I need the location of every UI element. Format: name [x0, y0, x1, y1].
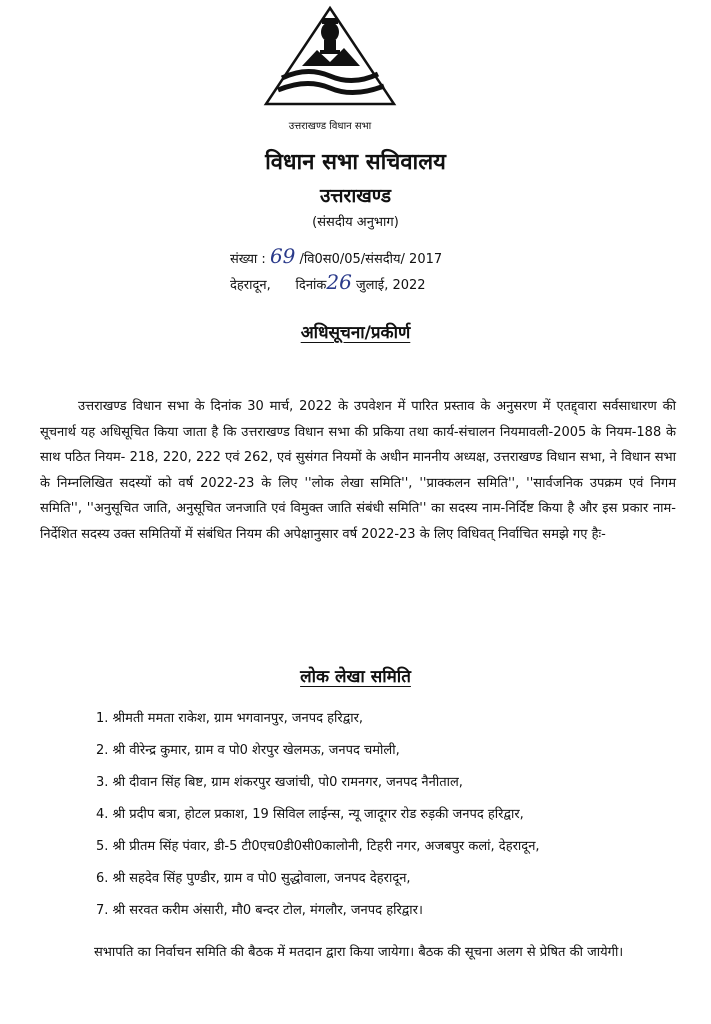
- date-day-handwritten: 26: [326, 270, 352, 294]
- ref-number-handwritten: 69: [269, 244, 296, 268]
- member-item: 6. श्री सहदेव सिंह पुण्डीर, ग्राम व पो0 सुद्धोवाला, जनपद देहरादून,: [96, 871, 411, 886]
- section-title: (संसदीय अनुभाग): [312, 215, 399, 230]
- member-list: [96, 708, 696, 932]
- member-item: 7. श्री सरवत करीम अंसारी, मौ0 बन्दर टोल, मंगलौर, जनपद हरिद्वार।: [96, 903, 423, 918]
- date-rest: जुलाई, 2022: [355, 278, 426, 293]
- committee-title: लोक लेखा समिति: [300, 667, 411, 687]
- reference-number-line: [230, 244, 442, 268]
- ref-label: संख्या :: [230, 252, 266, 267]
- committee-heading: [0, 664, 711, 687]
- member-item: 2. श्री वीरेन्द्र कुमार, ग्राम व पो0 शेरपुर खेलमऊ, जनपद चमोली,: [96, 743, 400, 758]
- ref-suffix: /वि0स0/05/संसदीय/ 2017: [299, 252, 443, 267]
- body-paragraph: उत्तराखण्ड विधान सभा के दिनांक 30 मार्च, 2022 के उपवेशन में पारित प्रस्ताव के अनुसरण में एतद्द्वारा सर्वसाधारण की सूचनार्थ यह अधिसूचित किया जाता है कि उत्तराखण्ड विधान सभा की प्रकिया तथा कार्य-संचालन नियमावली-2005 के नियम-188 के साथ पठित नियम- 218, 220, 222 एवं 262, एवं सुसंगत नियमों के अधीन माननीय अध्यक्ष, उत्तराखण्ड विधान सभा, ने विधान सभा के निम्नलिखित सदस्यों को वर्ष 2022-23 के लिए ''लोक लेखा समिति'', ''प्राक्कलन समिति'', ''सार्वजनिक उपक्रम एवं निगम समिति'', ''अनुसूचित जाति, अनुसूचित जनजाति एवं विमुक्त जाति संबंधी समिति'' का सदस्य नाम-निर्दिष्ट किया है और इस प्रकार नाम-निर्देशित सदस्य उक्त समितियों में संबंधित नियम की अपेक्षानुसार वर्ष 2022-23 के लिए विधिवत् निर्वाचित समझे गए हैः-: [40, 399, 676, 542]
- office-title: विधान सभा सचिवालय: [265, 150, 446, 175]
- state-title: उत्तराखण्ड: [320, 185, 391, 207]
- vidhan-sabha-emblem-icon: [262, 4, 398, 122]
- place: देहरादून,: [230, 278, 271, 293]
- closing-note: सभापति का निर्वाचन समिति की बैठक में मतदान द्वारा किया जायेगा। बैठक की सूचना अलग से प्रेषित की जायेगी।: [94, 945, 624, 960]
- member-item: 3. श्री दीवान सिंह बिष्ट, ग्राम शंकरपुर खजांची, पो0 रामनगर, जनपद नैनीताल,: [96, 775, 463, 790]
- date-line: [230, 270, 426, 294]
- date-label: दिनांक: [295, 278, 327, 293]
- member-item: 1. श्रीमती ममता राकेश, ग्राम भगवानपुर, जनपद हरिद्वार,: [96, 711, 364, 726]
- subject-text: अधिसूचना/प्रकीर्ण: [300, 323, 411, 343]
- emblem-caption: उत्तराखण्ड विधान सभा: [288, 121, 372, 132]
- member-item: 4. श्री प्रदीप बत्रा, होटल प्रकाश, 19 सिविल लाईन्स, न्यू जादूगर रोड रुड़की जनपद हरिद्वार,: [96, 807, 524, 822]
- notification-subject: [0, 320, 711, 343]
- member-item: 5. श्री प्रीतम सिंह पंवार, डी-5 टी0एच0डी0सी0कालोनी, टिहरी नगर, अजबपुर कलां, देहरादून,: [96, 839, 540, 854]
